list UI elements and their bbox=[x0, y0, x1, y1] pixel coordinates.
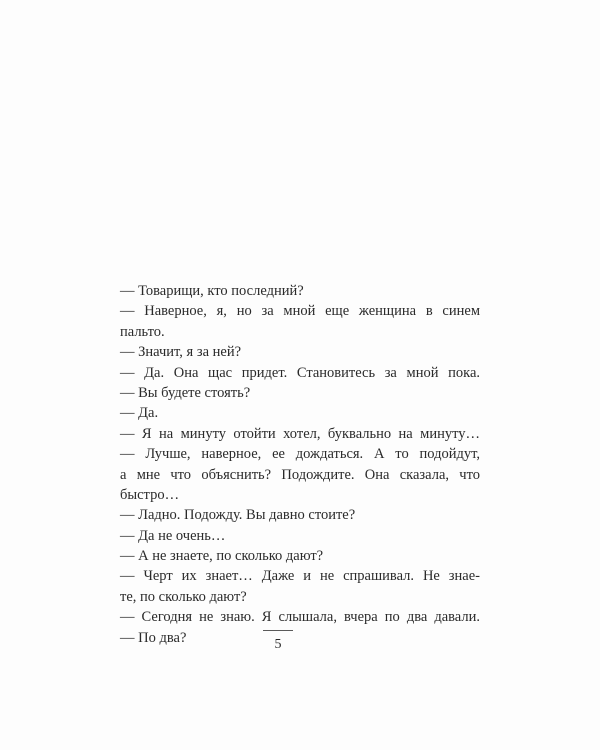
text-line: — Да не очень… bbox=[120, 527, 226, 544]
text-line: — Товарищи, кто последний? bbox=[120, 283, 304, 299]
text-line: — Значит, я за ней? bbox=[120, 344, 242, 361]
text-line: а мне что объяснить? Подождите. Она сказала, что bbox=[120, 466, 480, 483]
text-line: — Да. bbox=[120, 405, 159, 422]
text-line: — По два? bbox=[120, 629, 187, 646]
text-line: — Вы будете стоять? bbox=[120, 384, 251, 401]
text-line: — Наверное, я, но за мной еще женщина в синем bbox=[120, 303, 480, 320]
text-line: — А не знаете, по сколько дают? bbox=[120, 548, 324, 565]
text-line: — Сегодня не знаю. Я слышала, вчера по два давали. bbox=[120, 609, 480, 626]
text-line: те, по сколько дают? bbox=[120, 588, 247, 605]
page-number: 5 bbox=[274, 637, 282, 652]
text-line: быстро… bbox=[120, 486, 180, 503]
text-line: — Лучше, наверное, ее дождаться. А то подойдут, bbox=[120, 446, 480, 463]
text-line: — Я на минуту отойти хотел, буквально на минуту… bbox=[120, 425, 480, 442]
text-line: пальто. bbox=[120, 323, 165, 340]
text-line: — Да. Она щас придет. Становитесь за мной пока. bbox=[120, 364, 480, 381]
body-text bbox=[120, 281, 480, 648]
text-line: — Ладно. Подожду. Вы давно стоите? bbox=[120, 507, 356, 524]
text-line: — Черт их знает… Даже и не спрашивал. Не знае- bbox=[120, 568, 480, 585]
folio-rule bbox=[263, 630, 293, 631]
